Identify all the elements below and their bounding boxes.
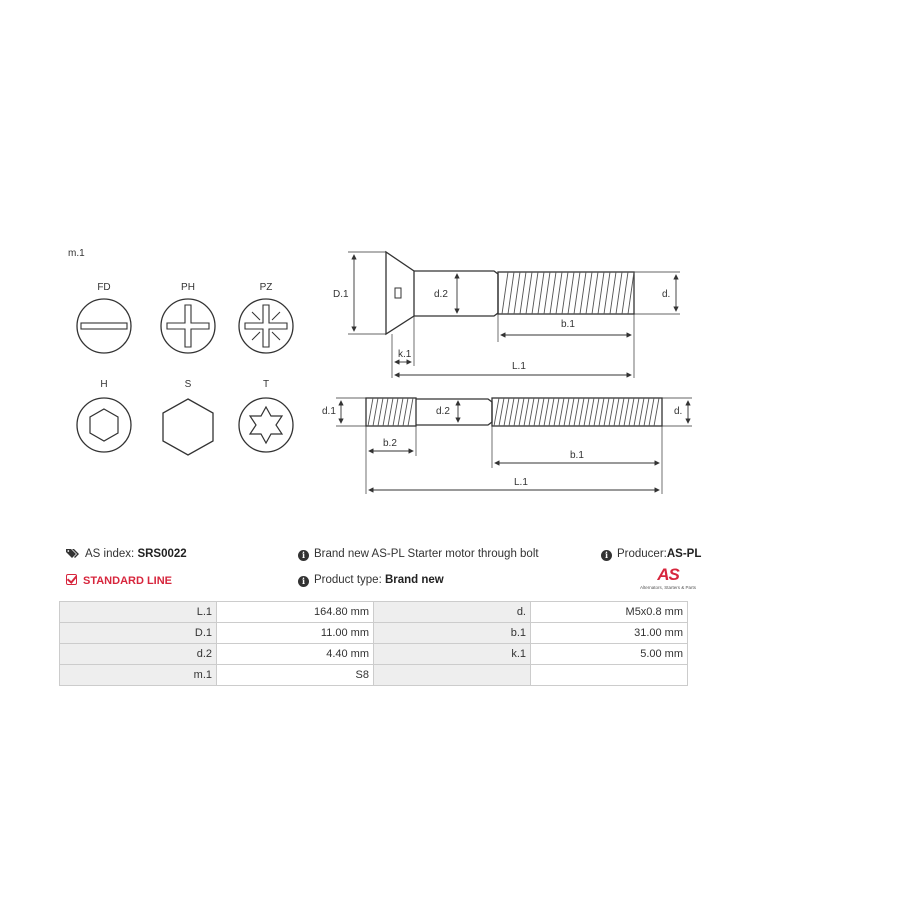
as-pl-logo — [636, 565, 700, 590]
spec-key: D.1 — [60, 623, 217, 644]
bolt-1-d2-label: d.2 — [434, 289, 448, 300]
bolt-2-drawing — [322, 398, 692, 494]
spec-value: 11.00 mm — [217, 623, 374, 644]
spec-value — [531, 665, 688, 686]
standard-line-label: STANDARD LINE — [83, 575, 173, 587]
phillips-drive-icon — [161, 282, 215, 353]
table-row — [60, 623, 688, 644]
as-index-value: SRS0022 — [137, 548, 187, 560]
spec-value: M5x0.8 mm — [531, 602, 688, 623]
table-row — [60, 644, 688, 665]
info-icon: i — [298, 550, 309, 561]
torx-drive-icon — [239, 379, 293, 452]
product-type-value: Brand new — [384, 574, 444, 586]
specs-table — [59, 601, 688, 686]
bolt-1-D1-label: D.1 — [333, 289, 349, 300]
bolt-2-d-label: d. — [674, 406, 683, 417]
as-index-label: AS index: — [85, 548, 135, 560]
logo-text: AS — [657, 565, 679, 584]
bolt-2-thread-long — [494, 398, 659, 426]
tags-icon — [66, 548, 79, 559]
bolt-1-b1-label: b.1 — [561, 319, 575, 330]
svg-text:PZ: PZ — [259, 282, 273, 293]
svg-text:PH: PH — [181, 282, 195, 293]
info-icon: i — [601, 550, 612, 561]
bolt-1-drawing — [333, 252, 680, 378]
svg-text:S: S — [184, 379, 192, 390]
bolt-2-d2-label: d.2 — [436, 406, 450, 417]
spec-key: m.1 — [60, 665, 217, 686]
svg-text:H: H — [100, 379, 108, 390]
svg-text:T: T — [262, 379, 270, 390]
producer — [601, 548, 701, 561]
as-index — [66, 548, 187, 560]
producer-label: Producer: — [617, 548, 667, 560]
bolt-2-d1-label: d.1 — [322, 406, 336, 417]
spec-value: 5.00 mm — [531, 644, 688, 665]
table-row — [60, 602, 688, 623]
producer-value: AS-PL — [666, 548, 702, 560]
description-text: Brand new AS-PL Starter motor through bolt — [314, 548, 539, 560]
spec-value: 164.80 mm — [217, 602, 374, 623]
spec-key: b.1 — [374, 623, 531, 644]
bolt-2-thread-short — [368, 398, 413, 426]
bolt-1-d-label: d. — [662, 289, 671, 300]
bolt-2-b1-label: b.1 — [570, 450, 584, 461]
table-row — [60, 665, 688, 686]
pozidriv-drive-icon — [239, 282, 293, 353]
bolt-1-L1-label: L.1 — [512, 361, 526, 372]
checkbox-check-icon — [66, 574, 77, 585]
info-icon: i — [298, 576, 309, 587]
spec-value: S8 — [217, 665, 374, 686]
hex-socket-drive-icon — [77, 379, 131, 452]
product-type — [298, 574, 444, 587]
bolt-2-b2-label: b.2 — [383, 438, 397, 449]
logo-subtitle: Alternators, Starters & Parts — [639, 585, 697, 590]
product-type-label: Product type: — [314, 574, 382, 586]
bolt-1-thread — [502, 272, 634, 314]
spec-key: k.1 — [374, 644, 531, 665]
heads-label: m.1 — [68, 248, 85, 259]
spec-value: 4.40 mm — [217, 644, 374, 665]
standard-line — [66, 574, 172, 587]
flat-slot-drive-icon — [77, 282, 131, 353]
bolt-1-k1-label: k.1 — [398, 349, 412, 360]
description — [298, 548, 539, 561]
spec-key — [374, 665, 531, 686]
spec-key: d.2 — [60, 644, 217, 665]
bolt-2-L1-label: L.1 — [514, 477, 528, 488]
spec-key: d. — [374, 602, 531, 623]
spec-value: 31.00 mm — [531, 623, 688, 644]
hex-head-icon — [163, 379, 213, 455]
spec-key: L.1 — [60, 602, 217, 623]
svg-text:FD: FD — [97, 282, 111, 293]
